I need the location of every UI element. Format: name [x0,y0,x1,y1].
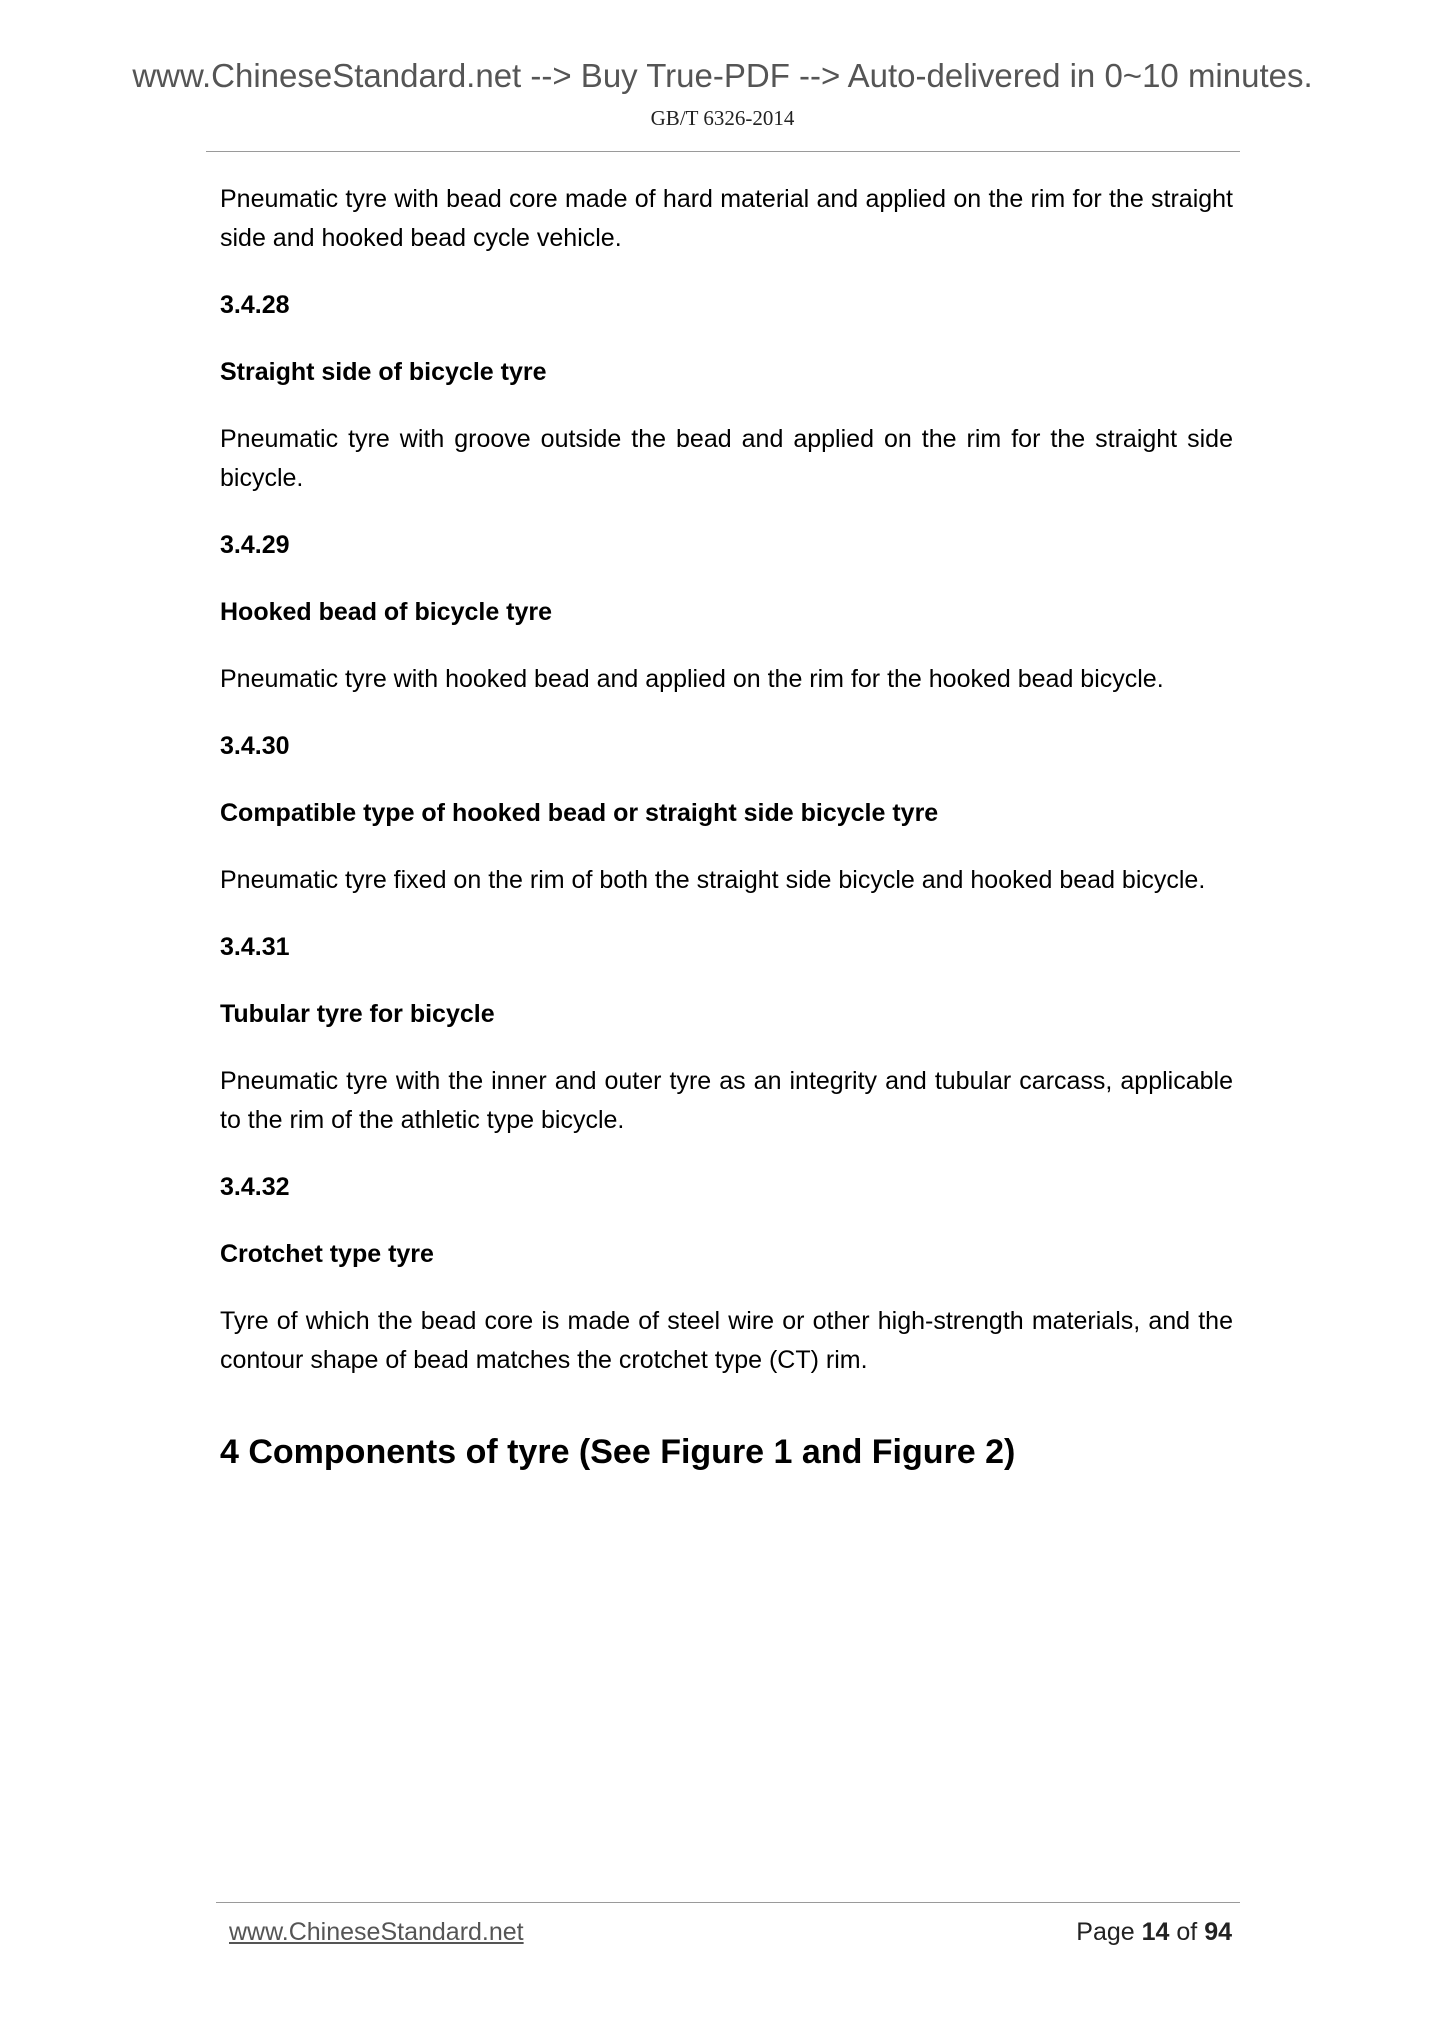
clause-definition: Pneumatic tyre with hooked bead and applied on the rim for the hooked bead bicycle. [220,665,1164,693]
clause-number: 3.4.30 [220,732,290,760]
intro-paragraph: Pneumatic tyre with bead core made of hard material and applied on the rim for the straight side and hooked bead cycle vehicle. [220,185,1233,252]
site-banner[interactable]: www.ChineseStandard.net --> Buy True-PDF --> Auto-delivered in 0~10 minutes. [132,57,1313,94]
footer-divider [216,1902,1240,1903]
standard-code: GB/T 6326-2014 [650,106,795,130]
page-content [220,180,1233,1474]
clause-number: 3.4.31 [220,933,290,961]
clause-3-4-32 [220,1168,1233,1380]
clause-3-4-31 [220,928,1233,1140]
clause-definition: Pneumatic tyre with groove outside the bead and applied on the rim for the straight side bicycle. [220,425,1233,492]
page-total: 94 [1204,1918,1232,1946]
header-divider [206,151,1240,152]
clause-definition: Pneumatic tyre fixed on the rim of both the straight side bicycle and hooked bead bicycle. [220,866,1206,894]
page-word: Page [1076,1918,1135,1946]
clause-definition: Tyre of which the bead core is made of steel wire or other high-strength materials, and the contour shape of bead matches the crotchet type (CT) rim. [220,1307,1233,1374]
clause-number: 3.4.28 [220,291,290,319]
clause-3-4-30 [220,727,1233,900]
page-current: 14 [1141,1918,1170,1946]
clause-3-4-28 [220,286,1233,498]
clause-term: Compatible type of hooked bead or straight side bicycle tyre [220,799,939,827]
clause-term: Tubular tyre for bicycle [220,1000,495,1028]
clause-term: Straight side of bicycle tyre [220,358,547,386]
clause-number: 3.4.32 [220,1173,290,1201]
clause-definition: Pneumatic tyre with the inner and outer tyre as an integrity and tubular carcass, applicable to the rim of the athletic type bicycle. [220,1067,1233,1134]
page-of-word: of [1176,1918,1198,1946]
clause-3-4-29 [220,526,1233,699]
footer-site-link[interactable]: www.ChineseStandard.net [229,1918,524,1946]
section-heading: 4 Components of tyre (See Figure 1 and Figure 2) [220,1433,1016,1471]
clause-term: Crotchet type tyre [220,1240,434,1268]
clause-number: 3.4.29 [220,531,290,559]
page-indicator [1076,1918,1232,1947]
clause-term: Hooked bead of bicycle tyre [220,598,553,626]
